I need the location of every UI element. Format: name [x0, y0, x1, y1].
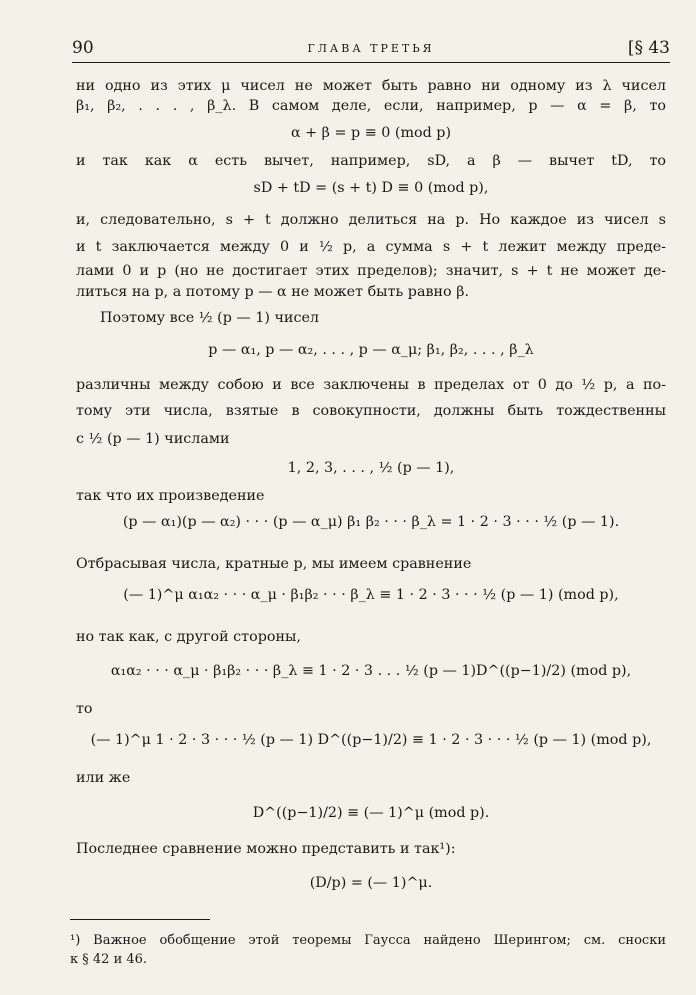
text-line: и t заключается между 0 и ½ p, а сумма s + t лежит между преде-	[76, 239, 666, 255]
running-header	[72, 38, 670, 62]
formula: (p — α₁)(p — α₂) · · · (p — α_μ) β₁ β₂ · · · β_λ = 1 · 2 · 3 · · · ½ (p — 1).	[122, 514, 620, 530]
text-line: или же	[76, 770, 131, 786]
text-line: то	[76, 701, 93, 717]
footnote-line: к § 42 и 46.	[70, 952, 148, 967]
text-line: но так как, с другой стороны,	[76, 629, 301, 645]
footnote-rule	[70, 919, 210, 920]
formula: (— 1)^μ α₁α₂ · · · α_μ · β₁β₂ · · · β_λ ≡ 1 · 2 · 3 · · · ½ (p — 1) (mod p),	[123, 587, 619, 603]
section-marker: [§ 43	[627, 38, 670, 58]
text-line: Поэтому все ½ (p — 1) чисел	[100, 310, 320, 326]
text-line: тому эти числа, взятые в совокупности, должны быть тождественны	[76, 403, 666, 419]
text-line: и так как α есть вычет, например, sD, а β — вычет tD, то	[76, 153, 666, 169]
formula: (— 1)^μ 1 · 2 · 3 · · · ½ (p — 1) D^((p−1)/2) ≡ 1 · 2 · 3 · · · ½ (p — 1) (mod p),	[90, 732, 652, 748]
formula: sD + tD = (s + t) D ≡ 0 (mod p),	[253, 180, 489, 196]
text-line: Последнее сравнение можно представить и так¹):	[76, 841, 456, 857]
text-line: β₁, β₂, . . . , β_λ. В самом деле, если, например, p — α = β, то	[76, 98, 666, 114]
text-line: лами 0 и p (но не достигает этих пределов); значит, s + t не может де-	[76, 263, 666, 279]
page-number: 90	[72, 38, 94, 58]
formula: 1, 2, 3, . . . , ½ (p — 1),	[287, 460, 455, 476]
text-line: различны между собою и все заключены в пределах от 0 до ½ p, а по-	[76, 377, 666, 393]
text-line: литься на p, а потому p — α не может быть равно β.	[76, 284, 470, 300]
text-line: с ½ (p — 1) числами	[76, 431, 230, 447]
text-line: и, следовательно, s + t должно делиться на p. Но каждое из чисел s	[76, 212, 666, 228]
formula: (D/p) = (— 1)^μ.	[309, 875, 433, 891]
header-rule	[72, 62, 670, 63]
text-line: ни одно из этих μ чисел не может быть равно ни одному из λ чисел	[76, 78, 666, 94]
formula: D^((p−1)/2) ≡ (— 1)^μ (mod p).	[252, 805, 490, 821]
footnote-line: ¹) Важное обобщение этой теоремы Гаусса найдено Шерингом; см. сноски	[70, 933, 666, 948]
formula: α₁α₂ · · · α_μ · β₁β₂ · · · β_λ ≡ 1 · 2 · 3 . . . ½ (p — 1)D^((p−1)/2) (mod p),	[110, 663, 632, 679]
formula: p — α₁, p — α₂, . . . , p — α_μ; β₁, β₂, . . . , β_λ	[208, 342, 534, 358]
text-line: так что их произведение	[76, 488, 265, 504]
chapter-title: ГЛАВА ТРЕТЬЯ	[307, 42, 435, 55]
text-line: Отбрасывая числа, кратные p, мы имеем сравнение	[76, 556, 472, 572]
formula: α + β = p ≡ 0 (mod p)	[290, 125, 452, 141]
